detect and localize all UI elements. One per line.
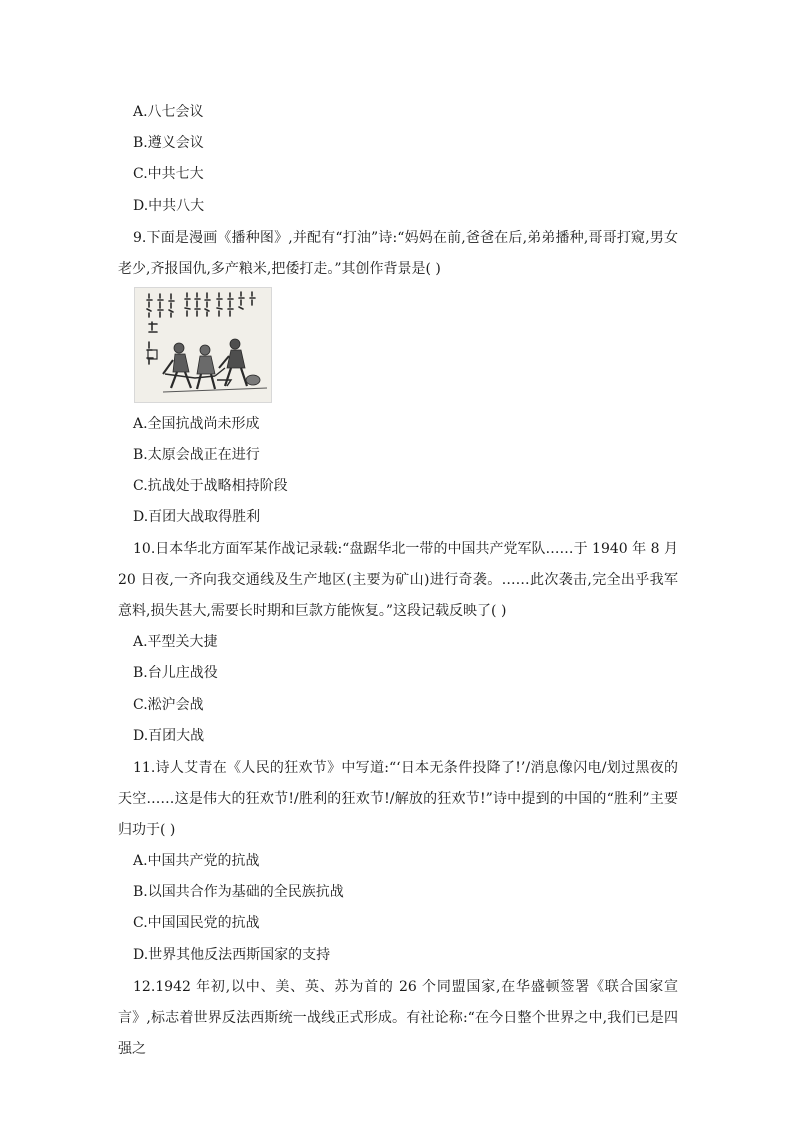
q11-option-c: C.中国国民党的抗战 xyxy=(133,915,260,931)
q10-option-a: A.平型关大捷 xyxy=(133,634,218,650)
q11-stem xyxy=(118,753,678,846)
q11-option-d: D.世界其他反法西斯国家的支持 xyxy=(133,947,331,963)
q8-option-d: D.中共八大 xyxy=(133,198,205,214)
cartoon-sowing-illustration-icon xyxy=(134,287,272,403)
q9-option-c: C.抗战处于战略相持阶段 xyxy=(133,478,288,494)
q9-stem xyxy=(118,223,678,285)
q11-stem-text: 11.诗人艾青在《人民的狂欢节》中写道:“‘日本无条件投降了!’/消息像闪电/划过黑夜的天空……这是伟大的狂欢节!/胜利的狂欢节!/解放的狂欢节!”诗中提到的中国的“胜利”主要归功于( ) xyxy=(118,760,678,838)
q9-option-d: D.百团大战取得胜利 xyxy=(133,509,261,525)
q11-option-b: B.以国共合作为基础的全民族抗战 xyxy=(133,884,344,900)
q8-option-c: C.中共七大 xyxy=(133,166,204,182)
q9-stem-text: 9.下面是漫画《播种图》,并配有“打油”诗:“妈妈在前,爸爸在后,弟弟播种,哥哥打窥,男女老少,齐报国仇,多产粮米,把倭打走。”其创作背景是( ) xyxy=(118,230,678,277)
q10-option-b: B.台儿庄战役 xyxy=(133,665,218,681)
q12-stem-text: 12.1942 年初,以中、美、英、苏为首的 26 个同盟国家,在华盛顿签署《联合国家宣言》,标志着世界反法西斯统一战线正式形成。有社论称:“在今日整个世界之中,我们已是四强之 xyxy=(118,979,678,1057)
q10-stem xyxy=(118,534,678,627)
q12-stem xyxy=(118,972,678,1065)
q10-stem-text: 10.日本华北方面军某作战记录载:“盘踞华北一带的中国共产党军队……于 1940 年 8 月 20 日夜,一齐向我交通线及生产地区(主要为矿山)进行奇袭。……此次袭击,完全出乎我军意料,损失甚大,需要长时期和巨款方能恢复。”这段记载反映了( ) xyxy=(118,541,678,619)
q11-option-a: A.中国共产党的抗战 xyxy=(133,853,260,869)
q10-option-c: C.淞沪会战 xyxy=(133,697,204,713)
q8-option-a: A.八七会议 xyxy=(133,104,204,120)
q9-option-b: B.太原会战正在进行 xyxy=(133,447,260,463)
q10-option-d: D.百团大战 xyxy=(133,728,205,744)
q9-option-a: A.全国抗战尚未形成 xyxy=(133,416,260,432)
q8-option-b: B.遵义会议 xyxy=(133,135,204,151)
